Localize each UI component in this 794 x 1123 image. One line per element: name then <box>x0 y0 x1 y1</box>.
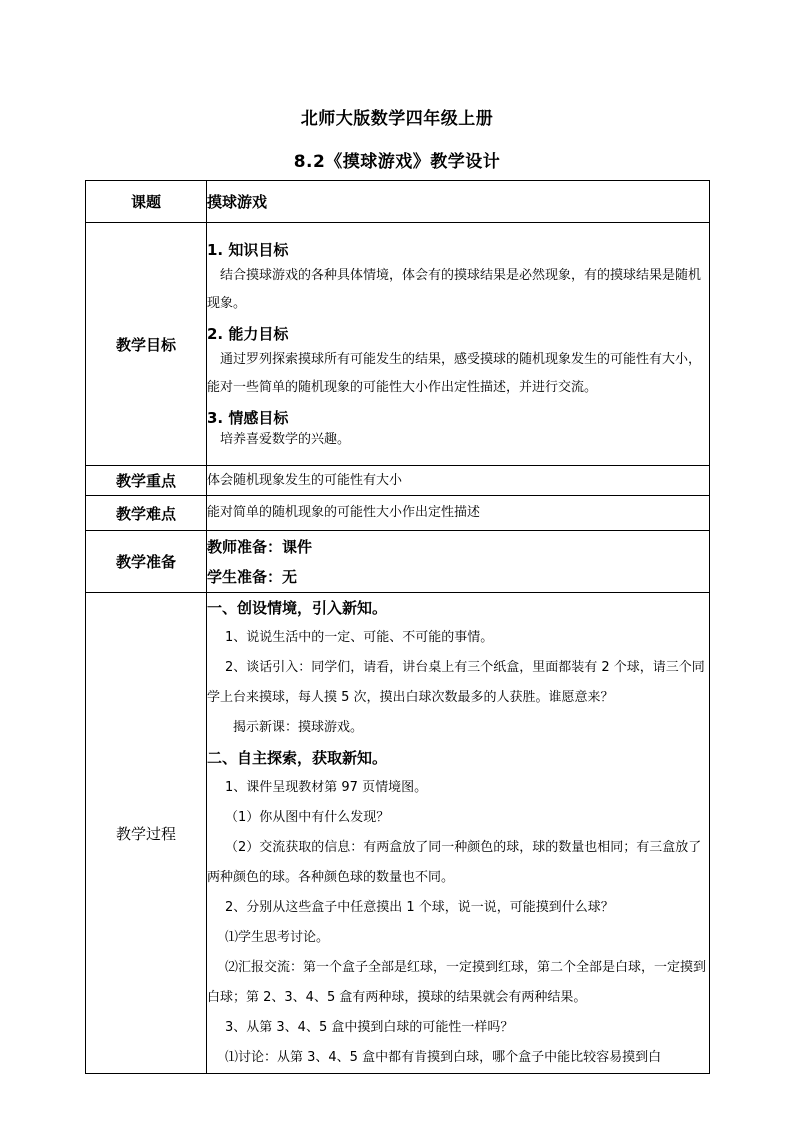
row-preparation <box>86 531 710 593</box>
key-point-value: 体会随机现象发生的可能性有大小 <box>207 466 710 496</box>
key-point-label: 教学重点 <box>86 466 207 496</box>
preparation-content <box>207 531 710 593</box>
row-process <box>86 593 710 1074</box>
objective-heading-emotion: 3. 情感目标 <box>207 409 289 427</box>
process-content <box>207 593 710 1074</box>
section-2-line-5: ⑴学生思考讨论。 <box>225 930 330 945</box>
topic-text: 摸球游戏 <box>207 192 268 211</box>
objectives-content <box>207 223 710 466</box>
section-1-line-2: 2、谈话引入：同学们，请看，讲台桌上有三个纸盒，里面都装有 2 个球，请三个同学上台来摸球，每人摸 5 次，摸出白球次数最多的人获胜。谁愿意来？ <box>207 660 705 705</box>
section-2-line-4: 2、分别从这些盒子中任意摸出 1 个球，说一说，可能摸到什么球？ <box>225 900 614 915</box>
section-1-title: 一、创设情境，引入新知。 <box>207 599 388 617</box>
section-2-line-7: 3、从第 3、4、5 盒中摸到白球的可能性一样吗？ <box>225 1020 514 1035</box>
document-title: 北师大版数学四年级上册 <box>300 109 494 129</box>
objective-text-emotion: 培养喜爱数学的兴趣。 <box>220 432 351 447</box>
row-objectives <box>86 223 710 466</box>
process-label: 教学过程 <box>86 593 207 1074</box>
objectives-label: 教学目标 <box>86 223 207 466</box>
section-2-line-2: （1）你从图中有什么发现？ <box>225 810 390 825</box>
section-2-title: 二、自主探索，获取新知。 <box>207 749 388 767</box>
difficulty-value: 能对简单的随机现象的可能性大小作出定性描述 <box>207 496 710 531</box>
section-1-line-1: 1、说说生活中的一定、可能、不可能的事情。 <box>225 630 494 645</box>
topic-value <box>207 181 710 223</box>
section-2-line-1: 1、课件呈现教材第 97 页情境图。 <box>225 780 428 795</box>
section-2-line-3: （2）交流获取的信息：有两盒放了同一种颜色的球，球的数量也相同；有三盒放了两种颜色的球。各种颜色球的数量也不同。 <box>207 840 702 885</box>
objective-text-knowledge: 结合摸球游戏的各种具体情境，体会有的摸球结果是必然现象，有的摸球结果是随机现象。 <box>207 268 702 311</box>
row-topic <box>86 181 710 223</box>
objective-text-ability: 通过罗列探索摸球所有可能发生的结果，感受摸球的随机现象发生的可能性有大小，能对一些简单的随机现象的可能性大小作出定性描述，并进行交流。 <box>207 352 702 395</box>
objective-heading-ability: 2. 能力目标 <box>207 325 289 343</box>
lesson-plan-table <box>85 180 710 1074</box>
row-key-point <box>86 466 710 496</box>
teacher-preparation: 教师准备：课件 <box>207 537 313 556</box>
section-1-line-3: 揭示新课：摸球游戏。 <box>233 720 364 735</box>
objective-heading-knowledge: 1. 知识目标 <box>207 241 289 259</box>
topic-label: 课题 <box>86 181 207 223</box>
student-preparation: 学生准备：无 <box>207 567 298 586</box>
section-2-line-6: ⑵汇报交流：第一个盒子全部是红球，一定摸到红球，第二个全部是白球，一定摸到白球；第 2、3、4、5 盒有两种球，摸球的结果就会有两种结果。 <box>207 960 707 1005</box>
preparation-label: 教学准备 <box>86 531 207 593</box>
row-difficulty <box>86 496 710 531</box>
difficulty-label: 教学难点 <box>86 496 207 531</box>
document-subtitle: 8.2《摸球游戏》教学设计 <box>293 152 501 172</box>
section-2-line-8: ⑴讨论：从第 3、4、5 盒中都有肯摸到白球，哪个盒子中能比较容易摸到白 <box>225 1050 662 1065</box>
